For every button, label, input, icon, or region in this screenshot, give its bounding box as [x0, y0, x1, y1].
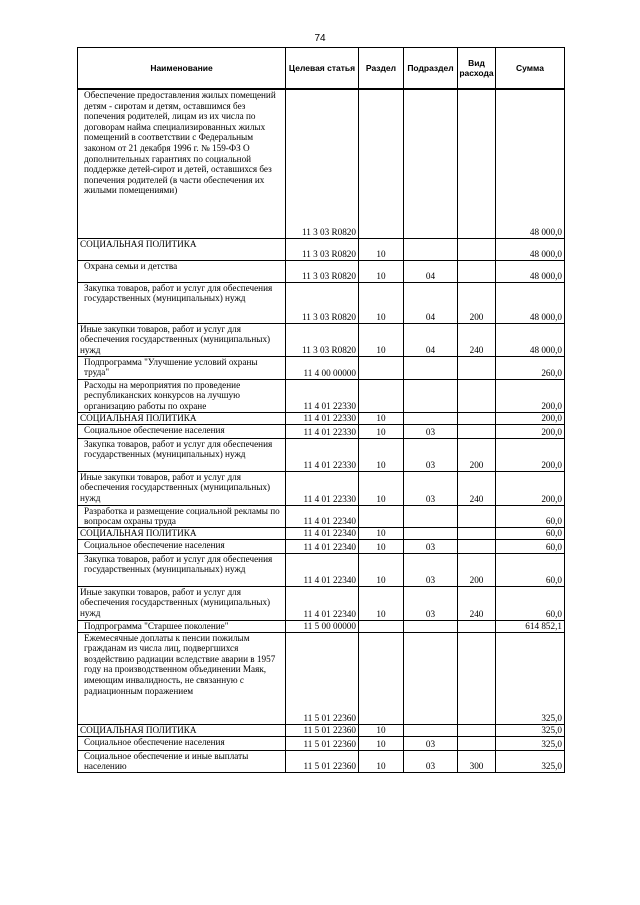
header-amount: Сумма — [496, 48, 565, 90]
cell-target: 11 3 03 R0820 — [286, 238, 359, 260]
cell-expense-type — [458, 89, 496, 238]
cell-expense-type: 240 — [458, 323, 496, 356]
cell-name: Закупка товаров, работ и услуг для обеспечения государственных (муниципальных) нужд — [78, 282, 286, 323]
cell-name: Расходы на мероприятия по проведение республиканских конкурсов на лучшую организацию работы по охране — [78, 379, 286, 412]
cell-subsection — [404, 620, 458, 632]
cell-subsection — [404, 89, 458, 238]
cell-amount: 48 000,0 — [496, 323, 565, 356]
cell-section: 10 — [359, 438, 404, 471]
cell-name: Обеспечение предоставления жилых помещений детям - сиротам и детям, оставшимся без попечения родителей, лицам из их числа по договорам найма специализированных жилых помещений в соответствии с Федеральным законом от 21 декабря 1996 г. № 159-ФЗ О дополнительных гарантиях по социальной поддержке детей-сирот и детей, оставшихся без попечения родителей (в части обеспечения их жилыми помещениями) — [78, 89, 286, 238]
cell-name: Социальное обеспечение и иные выплаты населению — [78, 750, 286, 772]
cell-subsection — [404, 527, 458, 539]
cell-amount: 48 000,0 — [496, 282, 565, 323]
cell-section — [359, 632, 404, 724]
cell-section: 10 — [359, 260, 404, 282]
cell-expense-type — [458, 260, 496, 282]
cell-expense-type — [458, 505, 496, 527]
cell-expense-type — [458, 736, 496, 750]
table-row — [78, 323, 565, 356]
table-row — [78, 424, 565, 438]
cell-section: 10 — [359, 736, 404, 750]
table-row — [78, 356, 565, 379]
cell-target: 11 4 01 22330 — [286, 471, 359, 505]
cell-section — [359, 89, 404, 238]
table-row — [78, 553, 565, 586]
cell-target: 11 4 01 22330 — [286, 412, 359, 424]
cell-target: 11 5 01 22360 — [286, 632, 359, 724]
cell-target: 11 4 01 22340 — [286, 527, 359, 539]
cell-name: СОЦИАЛЬНАЯ ПОЛИТИКА — [78, 238, 286, 260]
cell-subsection — [404, 505, 458, 527]
cell-amount: 325,0 — [496, 724, 565, 736]
cell-expense-type — [458, 539, 496, 553]
cell-name: Ежемесячные доплаты к пенсии пожилым гражданам из числа лиц, подвергшихся воздействию радиации вследствие аварии в 1957 году на производственном объединении Маяк, имеющим инвалидность, не связанную с радиационным поражением — [78, 632, 286, 724]
cell-target: 11 4 01 22330 — [286, 379, 359, 412]
cell-name: СОЦИАЛЬНАЯ ПОЛИТИКА — [78, 527, 286, 539]
cell-amount: 614 852,1 — [496, 620, 565, 632]
cell-section — [359, 379, 404, 412]
cell-name: Иные закупки товаров, работ и услуг для обеспечения государственных (муниципальных) нужд — [78, 323, 286, 356]
cell-section — [359, 620, 404, 632]
cell-amount: 48 000,0 — [496, 260, 565, 282]
header-section: Раздел — [359, 48, 404, 90]
cell-name: Разработка и размещение социальной рекламы по вопросам охраны труда — [78, 505, 286, 527]
cell-expense-type: 240 — [458, 471, 496, 505]
cell-target: 11 4 01 22340 — [286, 586, 359, 620]
table-row — [78, 379, 565, 412]
header-name: Наименование — [78, 48, 286, 90]
cell-target: 11 3 03 R0820 — [286, 260, 359, 282]
cell-expense-type: 300 — [458, 750, 496, 772]
table-row — [78, 724, 565, 736]
cell-expense-type: 240 — [458, 586, 496, 620]
cell-expense-type — [458, 379, 496, 412]
cell-section: 10 — [359, 412, 404, 424]
cell-target: 11 4 01 22340 — [286, 553, 359, 586]
cell-name: СОЦИАЛЬНАЯ ПОЛИТИКА — [78, 412, 286, 424]
cell-amount: 60,0 — [496, 586, 565, 620]
cell-amount: 260,0 — [496, 356, 565, 379]
cell-name: Социальное обеспечение населения — [78, 736, 286, 750]
cell-expense-type — [458, 238, 496, 260]
cell-expense-type — [458, 424, 496, 438]
cell-section: 10 — [359, 323, 404, 356]
table-row — [78, 750, 565, 772]
cell-name: Закупка товаров, работ и услуг для обеспечения государственных (муниципальных) нужд — [78, 438, 286, 471]
cell-name: Закупка товаров, работ и услуг для обеспечения государственных (муниципальных) нужд — [78, 553, 286, 586]
table-row — [78, 539, 565, 553]
table-row — [78, 620, 565, 632]
cell-expense-type — [458, 632, 496, 724]
cell-subsection — [404, 238, 458, 260]
cell-amount: 48 000,0 — [496, 238, 565, 260]
cell-section: 10 — [359, 724, 404, 736]
cell-name: Подпрограмма "Улучшение условий охраны труда" — [78, 356, 286, 379]
table-row — [78, 736, 565, 750]
table-row — [78, 505, 565, 527]
cell-target: 11 4 00 00000 — [286, 356, 359, 379]
table-row — [78, 282, 565, 323]
cell-amount: 60,0 — [496, 539, 565, 553]
cell-subsection: 03 — [404, 424, 458, 438]
cell-subsection: 03 — [404, 539, 458, 553]
cell-target: 11 4 01 22340 — [286, 505, 359, 527]
cell-name: Социальное обеспечение населения — [78, 539, 286, 553]
cell-subsection: 03 — [404, 586, 458, 620]
cell-section — [359, 356, 404, 379]
table-row — [78, 527, 565, 539]
cell-subsection — [404, 379, 458, 412]
cell-amount: 60,0 — [496, 553, 565, 586]
table-row — [78, 438, 565, 471]
header-target: Целевая статья — [286, 48, 359, 90]
table-row — [78, 260, 565, 282]
cell-name: Иные закупки товаров, работ и услуг для обеспечения государственных (муниципальных) нужд — [78, 471, 286, 505]
cell-amount: 60,0 — [496, 527, 565, 539]
table-row — [78, 586, 565, 620]
cell-expense-type — [458, 724, 496, 736]
cell-amount: 200,0 — [496, 438, 565, 471]
cell-subsection: 04 — [404, 323, 458, 356]
cell-amount: 200,0 — [496, 424, 565, 438]
cell-target: 11 3 03 R0820 — [286, 89, 359, 238]
cell-expense-type — [458, 527, 496, 539]
cell-subsection — [404, 632, 458, 724]
budget-table — [77, 47, 565, 773]
cell-section: 10 — [359, 282, 404, 323]
cell-amount: 48 000,0 — [496, 89, 565, 238]
cell-section: 10 — [359, 539, 404, 553]
cell-section: 10 — [359, 424, 404, 438]
cell-section: 10 — [359, 471, 404, 505]
cell-section — [359, 505, 404, 527]
cell-expense-type: 200 — [458, 282, 496, 323]
cell-expense-type — [458, 356, 496, 379]
cell-section: 10 — [359, 586, 404, 620]
cell-subsection: 03 — [404, 471, 458, 505]
cell-section: 10 — [359, 553, 404, 586]
cell-subsection: 03 — [404, 553, 458, 586]
cell-target: 11 4 01 22340 — [286, 539, 359, 553]
cell-subsection: 03 — [404, 438, 458, 471]
cell-target: 11 4 01 22330 — [286, 424, 359, 438]
cell-subsection: 03 — [404, 736, 458, 750]
cell-name: Подпрограмма "Старшее поколение" — [78, 620, 286, 632]
cell-target: 11 5 01 22360 — [286, 724, 359, 736]
table-row — [78, 238, 565, 260]
cell-subsection — [404, 356, 458, 379]
cell-target: 11 5 01 22360 — [286, 736, 359, 750]
cell-amount: 200,0 — [496, 379, 565, 412]
cell-section: 10 — [359, 527, 404, 539]
cell-target: 11 4 01 22330 — [286, 438, 359, 471]
cell-target: 11 5 01 22360 — [286, 750, 359, 772]
cell-expense-type — [458, 620, 496, 632]
cell-subsection: 04 — [404, 260, 458, 282]
cell-name: Охрана семьи и детства — [78, 260, 286, 282]
cell-amount: 325,0 — [496, 632, 565, 724]
cell-section: 10 — [359, 238, 404, 260]
table-row — [78, 632, 565, 724]
table-row — [78, 89, 565, 238]
cell-target: 11 3 03 R0820 — [286, 282, 359, 323]
cell-subsection: 03 — [404, 750, 458, 772]
cell-amount: 325,0 — [496, 750, 565, 772]
cell-name: Иные закупки товаров, работ и услуг для обеспечения государственных (муниципальных) нужд — [78, 586, 286, 620]
cell-amount: 325,0 — [496, 736, 565, 750]
cell-name: Социальное обеспечение населения — [78, 424, 286, 438]
header-expense-type: Вид расхода — [458, 48, 496, 90]
cell-subsection — [404, 724, 458, 736]
cell-target: 11 3 03 R0820 — [286, 323, 359, 356]
cell-name: СОЦИАЛЬНАЯ ПОЛИТИКА — [78, 724, 286, 736]
page-number: 74 — [314, 33, 326, 44]
cell-section: 10 — [359, 750, 404, 772]
cell-amount: 60,0 — [496, 505, 565, 527]
cell-amount: 200,0 — [496, 471, 565, 505]
cell-amount: 200,0 — [496, 412, 565, 424]
header-subsection: Подраздел — [404, 48, 458, 90]
table-row — [78, 471, 565, 505]
cell-target: 11 5 00 00000 — [286, 620, 359, 632]
cell-expense-type — [458, 412, 496, 424]
cell-expense-type: 200 — [458, 553, 496, 586]
cell-subsection: 04 — [404, 282, 458, 323]
cell-subsection — [404, 412, 458, 424]
table-header-row — [78, 48, 565, 90]
table-row — [78, 412, 565, 424]
cell-expense-type: 200 — [458, 438, 496, 471]
